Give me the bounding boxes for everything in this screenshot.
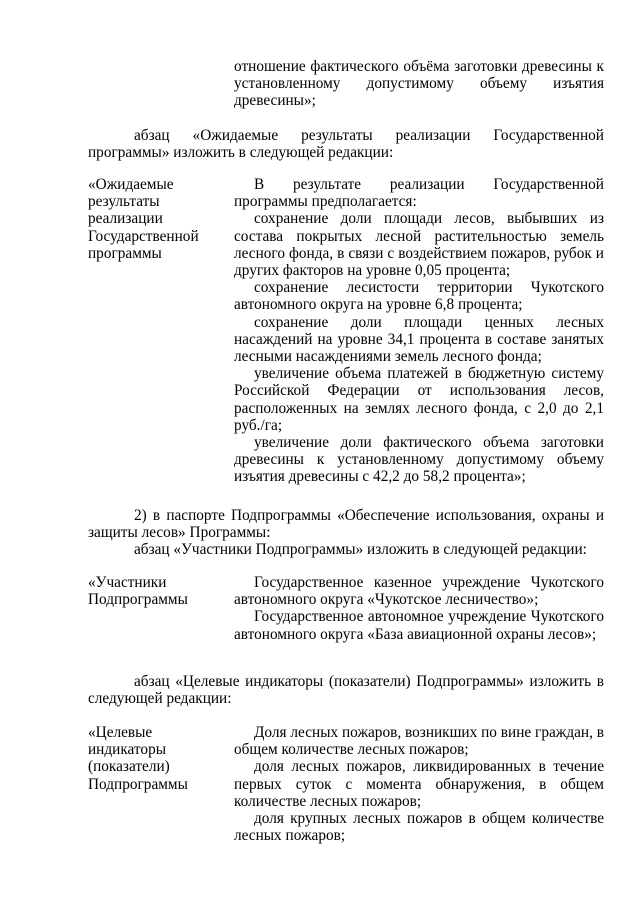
passport-intro xyxy=(88,507,604,559)
list-item: Доля лесных пожаров, возникших по вине граждан, в общем количестве лесных пожаров; xyxy=(234,724,604,759)
list-item: доля крупных лесных пожаров в общем количестве лесных пожаров; xyxy=(234,810,604,845)
indicators-intro xyxy=(88,673,604,707)
participants-label xyxy=(88,574,223,608)
paragraph: абзац «Ожидаемые результаты реализации Государственной программы» изложить в следующей редакции: xyxy=(88,127,604,162)
paragraph: абзац «Участники Подпрограммы» изложить в следующей редакции: xyxy=(134,541,587,559)
list-item: Государственное казенное учреждение Чукотского автономного округа «Чукотское лесничество»; xyxy=(234,574,604,609)
row-label: «Ожидаемые результаты реализации Государственной программы xyxy=(88,176,199,262)
list-item: увеличение объема платежей в бюджетную систему Российской Федерации от использования лесов, расположенных на землях лесного фонда, с 2,0 до 2,1 руб./га; xyxy=(234,365,604,434)
continuation-text-block xyxy=(234,58,604,110)
list-item: доля лесных пожаров, ликвидированных в течение первых суток с момента обнаружения, в общем количестве лесных пожаров; xyxy=(234,758,604,810)
list-item: сохранение доли площади ценных лесных насаждений на уровне 34,1 процента в составе занятых лесными насаждениями земель лесного фонда; xyxy=(234,313,604,366)
expected-results-label xyxy=(88,176,223,262)
list-item: увеличение доли фактического объема заготовки древесины к установленному допустимому объему изъятия древесины с 42,2 до 58,2 процента»; xyxy=(234,434,604,486)
expected-results-intro xyxy=(88,127,604,161)
row-label: «Участники Подпрограммы xyxy=(88,574,188,609)
participants-content xyxy=(234,574,604,643)
indicators-content xyxy=(234,724,604,844)
expected-results-content xyxy=(234,176,604,486)
list-item: Государственное автономное учреждение Чукотского автономного округа «База авиационной охраны лесов»; xyxy=(234,608,604,643)
paragraph: абзац «Целевые индикаторы (показатели) Подпрограммы» изложить в следующей редакции: xyxy=(88,673,604,708)
row-label: «Целевые индикаторы (показатели) Подпрограммы xyxy=(88,724,188,793)
continuation-paragraph: отношение фактического объёма заготовки древесины к установленному допустимому объему изъятия древесины»; xyxy=(234,58,604,110)
indicators-label xyxy=(88,724,223,793)
paragraph: 2) в паспорте Подпрограммы «Обеспечение использования, охраны и защиты лесов» Программы: xyxy=(88,507,604,542)
list-item: сохранение доли площади лесов, выбывших из состава покрытых лесной растительностью земель лесного фонда, в связи с воздействием пожаров, рубок и других факторов на уровне 0,05 процента; xyxy=(234,210,604,280)
list-item: сохранение лесистости территории Чукотского автономного округа на уровне 6,8 процента; xyxy=(234,279,604,314)
list-item: В результате реализации Государственной программы предполагается: xyxy=(234,176,604,211)
